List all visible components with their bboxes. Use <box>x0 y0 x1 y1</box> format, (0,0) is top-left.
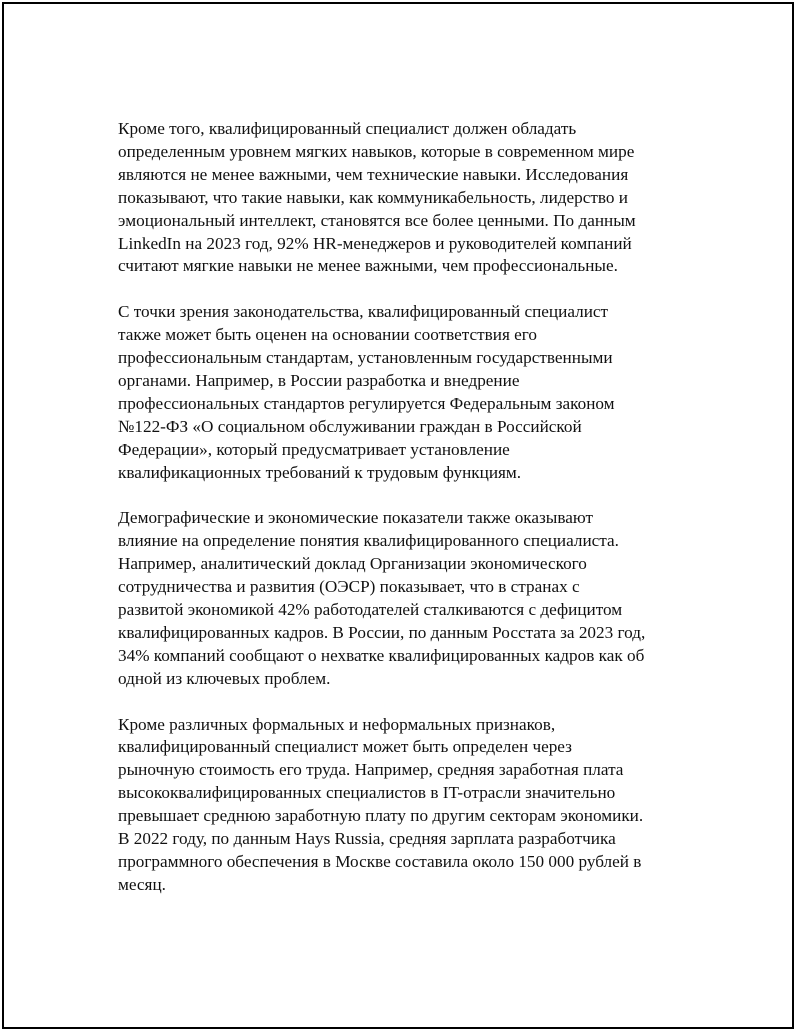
text-line: Например, аналитический доклад Организации экономического <box>118 554 587 574</box>
paragraph-market-value <box>118 714 698 897</box>
text-line: №122-ФЗ «О социальном обслуживании граждан в Российской <box>118 416 582 436</box>
text-line: высококвалифицированных специалистов в IT-отрасли значительно <box>118 783 616 803</box>
text-line: являются не менее важными, чем технические навыки. Исследования <box>118 164 629 184</box>
text-line: LinkedIn на 2023 год, 92% HR-менеджеров и руководителей компаний <box>118 233 632 253</box>
text-line: одной из ключевых проблем. <box>118 668 331 688</box>
text-line: сотрудничества и развития (ОЭСР) показывает, что в странах с <box>118 577 580 597</box>
text-line: Кроме того, квалифицированный специалист должен обладать <box>118 119 577 138</box>
text-line: органами. Например, в России разработка и внедрение <box>118 370 520 390</box>
paragraph-demographics <box>118 507 698 690</box>
text-line: превышает среднюю заработную плату по другим секторам экономики. <box>118 806 644 826</box>
text-line: эмоциональный интеллект, становятся все более ценными. По данным <box>118 210 636 230</box>
text-line: квалифицированных кадров. В России, по данным Росстата за 2023 год, <box>118 622 646 642</box>
text-line: Федерации», который предусматривает установление <box>118 439 510 459</box>
text-line: профессиональным стандартам, установленным государственными <box>118 348 613 368</box>
text-line: показывают, что такие навыки, как коммуникабельность, лидерство и <box>118 187 628 207</box>
text-line: квалифицированный специалист может быть определен через <box>118 737 572 757</box>
text-line: Кроме различных формальных и неформальных признаков, <box>118 714 556 734</box>
text-line: квалификационных требований к трудовым функциям. <box>118 462 522 482</box>
text-line: определенным уровнем мягких навыков, которые в современном мире <box>118 141 635 161</box>
text-line: развитой экономикой 42% работодателей сталкиваются с дефицитом <box>118 600 623 619</box>
text-line: рыночную стоимость его труда. Например, средняя заработная плата <box>118 760 624 780</box>
text-line: Демографические и экономические показатели также оказывают <box>118 508 593 528</box>
text-line: также может быть оценен на основании соответствия его <box>118 325 538 345</box>
text-line: В 2022 году, по данным Hays Russia, средняя зарплата разработчика <box>118 829 616 849</box>
text-line: программного обеспечения в Москве составила около 150 000 рублей в <box>118 851 642 871</box>
text-line: месяц. <box>118 874 166 894</box>
text-line: С точки зрения законодательства, квалифицированный специалист <box>118 302 609 322</box>
text-line: влияние на определение понятия квалифицированного специалиста. <box>118 531 619 551</box>
document-body <box>118 118 698 920</box>
paragraph-soft-skills <box>118 118 698 278</box>
paragraph-legislation <box>118 301 698 484</box>
text-line: 34% компаний сообщают о нехватке квалифицированных кадров как об <box>118 645 645 665</box>
text-line: профессиональных стандартов регулируется Федеральным законом <box>118 393 615 413</box>
text-line: считают мягкие навыки не менее важными, чем профессиональные. <box>118 256 618 276</box>
